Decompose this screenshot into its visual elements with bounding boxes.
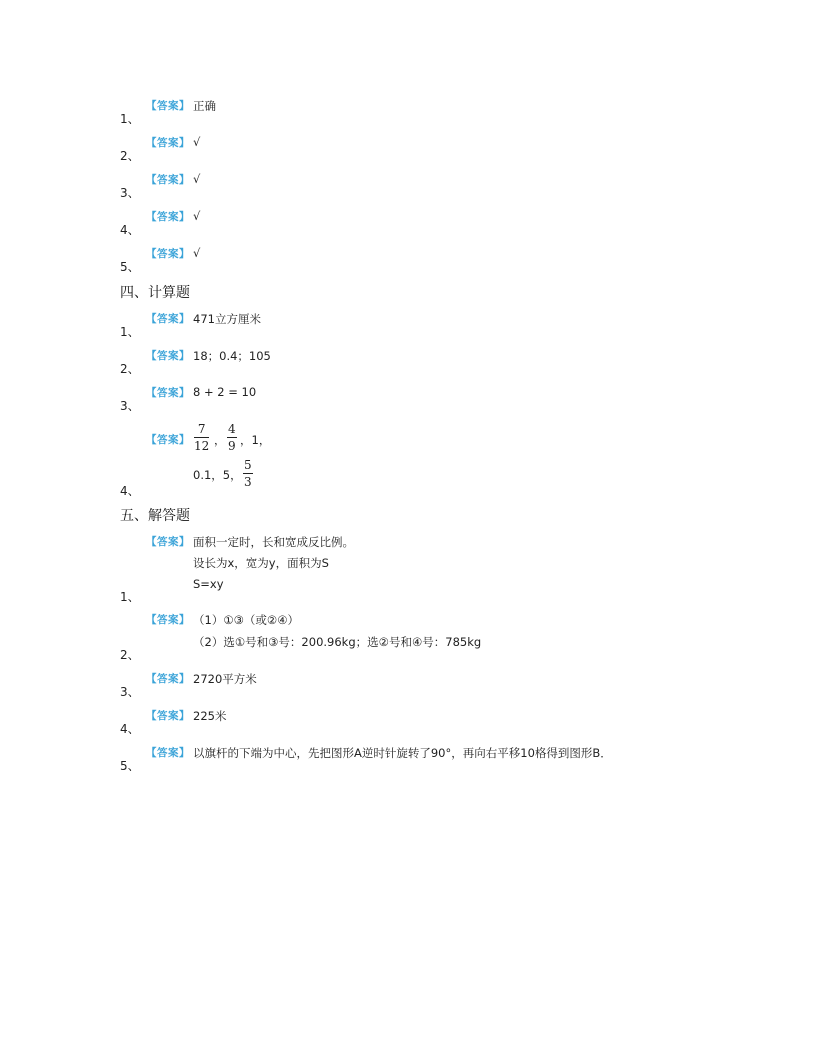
answer-tag: 【答案】 xyxy=(146,137,190,149)
item-number: 2、 xyxy=(120,648,140,662)
answer-text: 2720平方米 xyxy=(193,672,257,686)
section-title: 五、解答题 xyxy=(120,508,190,524)
answer-text: 8 + 2 = 10 xyxy=(193,385,257,399)
answer-tag: 【答案】 xyxy=(146,174,190,186)
fraction-denominator: 3 xyxy=(244,475,252,489)
fraction xyxy=(243,459,253,488)
fraction xyxy=(194,423,209,452)
item-number: 4、 xyxy=(120,722,140,736)
answer-text: √ xyxy=(193,172,201,186)
item-number: 3、 xyxy=(120,685,140,699)
fraction xyxy=(227,423,237,452)
answer-text: （2）选①号和③号：200.96kg；选②号和④号：785kg xyxy=(193,635,482,649)
separator: ， xyxy=(214,433,226,447)
item-number: 5、 xyxy=(120,260,140,274)
answer-text: √ xyxy=(193,246,201,260)
answer-tag: 【答案】 xyxy=(146,747,190,759)
answer-tag: 【答案】 xyxy=(146,350,190,362)
answer-tag: 【答案】 xyxy=(146,313,190,325)
item-number: 3、 xyxy=(120,186,140,200)
answer-tag: 【答案】 xyxy=(146,614,190,626)
item-number: 2、 xyxy=(120,149,140,163)
fraction-numerator: 7 xyxy=(197,422,206,436)
answer-tag: 【答案】 xyxy=(146,100,190,112)
answer-tag: 【答案】 xyxy=(146,536,190,548)
answer-text: √ xyxy=(193,209,201,223)
item-number: 1、 xyxy=(120,590,140,604)
answer-tag: 【答案】 xyxy=(146,673,190,685)
answer-tag: 【答案】 xyxy=(146,710,190,722)
item-number: 2、 xyxy=(120,362,140,376)
item-number: 1、 xyxy=(120,112,140,126)
answer-tag: 【答案】 xyxy=(146,434,190,446)
fraction-numerator: 4 xyxy=(228,422,236,436)
item-number: 5、 xyxy=(120,759,140,773)
fraction-denominator: 12 xyxy=(194,439,210,453)
answer-tag: 【答案】 xyxy=(146,387,190,399)
item-number: 3、 xyxy=(120,399,140,413)
answer-text: 面积一定时，长和宽成反比例。 xyxy=(193,535,354,549)
fraction-numerator: 5 xyxy=(244,458,252,472)
item-number: 4、 xyxy=(120,484,140,498)
answer-text: 471立方厘米 xyxy=(193,312,261,326)
answer-text: 以旗杆的下端为中心，先把图形A逆时针旋转了90°，再向右平移10格得到图形B． xyxy=(193,746,612,760)
answer-text: ，1， xyxy=(240,433,271,447)
section-title: 四、计算题 xyxy=(120,285,190,301)
item-number: 1、 xyxy=(120,325,140,339)
answer-text: （1）①③（或②④） xyxy=(193,613,300,627)
item-number: 4、 xyxy=(120,223,140,237)
answer-text: 正确 xyxy=(193,99,216,113)
answer-text: 设长为x，宽为y，面积为S xyxy=(193,556,329,570)
answer-text: S=xy xyxy=(193,577,224,591)
answer-tag: 【答案】 xyxy=(146,248,190,260)
answer-text: √ xyxy=(193,135,201,149)
answer-text: 18；0.4；105 xyxy=(193,349,271,363)
fraction-denominator: 9 xyxy=(228,439,236,453)
answer-tag: 【答案】 xyxy=(146,211,190,223)
answer-text: 225米 xyxy=(193,709,227,723)
answer-text: 0.1，5， xyxy=(193,468,242,482)
